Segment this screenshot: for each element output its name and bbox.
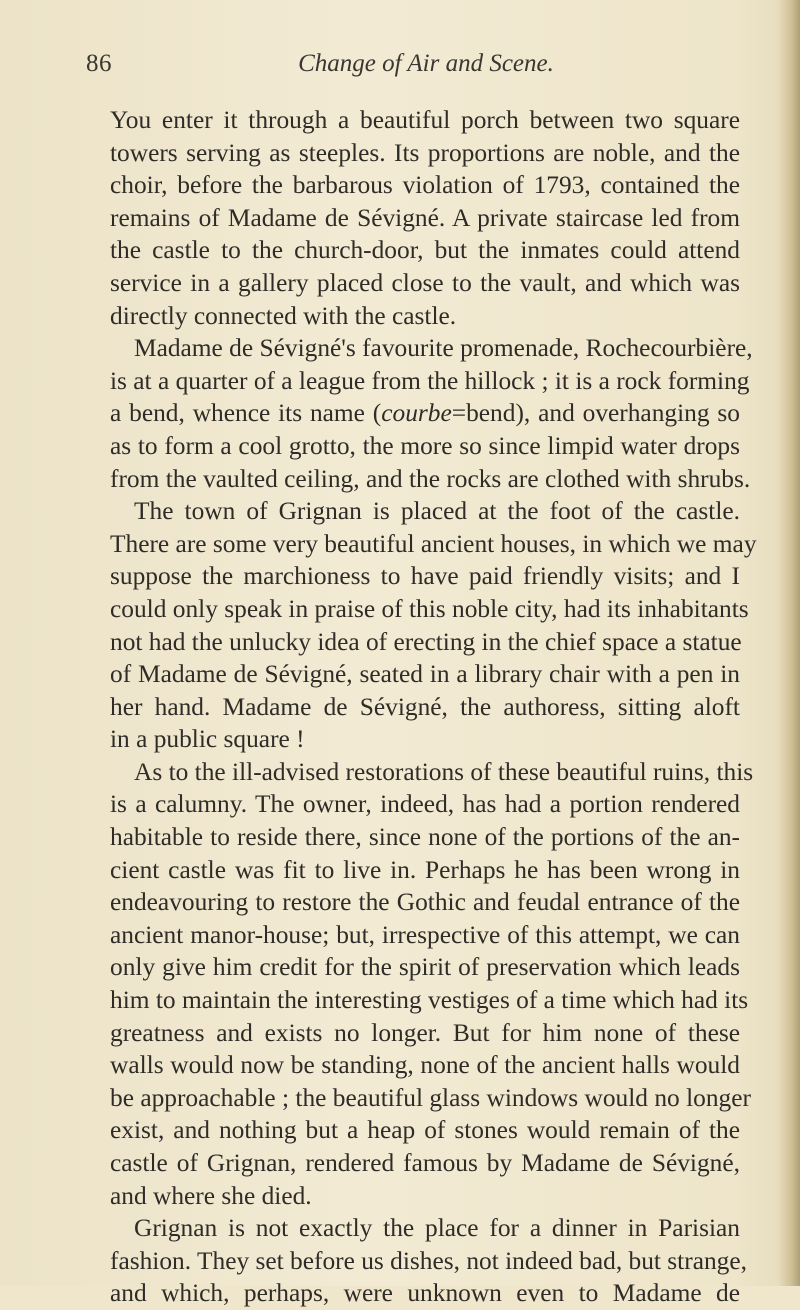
- text-line: endeavouring to restore the Gothic and feudal entrance of the: [110, 888, 740, 917]
- text-line: him to maintain the interesting vestiges of a time which had its: [110, 986, 749, 1015]
- text-line: exist, and nothing but a heap of stones would remain of the: [110, 1116, 740, 1145]
- text-line: a bend, whence its name (courbe=bend), and overhanging so: [110, 399, 740, 428]
- text-line: as to form a cool grotto, the more so since limpid water drops: [110, 431, 740, 460]
- text-line: cient castle was fit to live in. Perhaps he has been wrong in: [110, 855, 740, 884]
- text-line: suppose the marchioness to have paid friendly visits; and I: [110, 562, 740, 591]
- text-line: greatness and exists no longer. But for him none of these: [110, 1018, 740, 1047]
- running-head: Change of Air and Scene.: [298, 50, 554, 77]
- text-line: and which, perhaps, were unknown even to Madame de: [110, 1279, 740, 1308]
- text-line: directly connected with the castle.: [110, 301, 457, 330]
- text-line: from the vaulted ceiling, and the rocks are clothed with shrubs.: [110, 464, 751, 493]
- text-line: There are some very beautiful ancient houses, in which we may: [110, 529, 757, 558]
- page-edge-shadow: [778, 0, 800, 1286]
- text-line: of Madame de Sévigné, seated in a library chair with a pen in: [110, 660, 740, 689]
- text-line: service in a gallery placed close to the vault, and which was: [110, 268, 740, 297]
- text-line: remains of Madame de Sévigné. A private staircase led from: [110, 203, 740, 232]
- body-text: [110, 104, 757, 1310]
- text-line: the castle to the church-door, but the inmates could attend: [110, 236, 740, 265]
- text-line: only give him credit for the spirit of preservation which leads: [110, 953, 740, 982]
- text-line: in a public square !: [110, 725, 305, 754]
- page-number: 86: [86, 50, 112, 77]
- text-line: castle of Grignan, rendered famous by Madame de Sévigné,: [110, 1149, 740, 1177]
- text-line: Madame de Sévigné's favourite promenade, Rochecourbière,: [134, 334, 753, 363]
- page-header: [86, 50, 766, 90]
- text-line: You enter it through a beautiful porch between two square: [110, 106, 740, 134]
- text-line: her hand. Madame de Sévigné, the authoress, sitting aloft: [110, 692, 740, 721]
- text-line: As to the ill-advised restorations of these beautiful ruins, this: [134, 757, 754, 786]
- text-line: walls would now be standing, none of the ancient halls would: [110, 1051, 740, 1080]
- text-line: ancient manor-house; but, irrespective of this attempt, we can: [110, 920, 740, 949]
- text-line: Grignan is not exactly the place for a dinner in Parisian: [134, 1214, 740, 1243]
- text-line: is at a quarter of a league from the hillock ; it is a rock forming: [110, 366, 750, 395]
- italic-word: courbe: [381, 399, 452, 428]
- text-line: The town of Grignan is placed at the foot of the castle.: [134, 497, 740, 526]
- text-line: be approachable ; the beautiful glass windows would no longer: [110, 1083, 751, 1112]
- text-line: could only speak in praise of this noble city, had its inhabitants: [110, 594, 749, 623]
- text-line: towers serving as steeples. Its proportions are noble, and the: [110, 138, 740, 167]
- text-line: habitable to reside there, since none of the portions of the an-: [110, 823, 740, 852]
- text-line: and where she died.: [110, 1181, 312, 1210]
- text-line: not had the unlucky idea of erecting in the chief space a statue: [110, 627, 742, 656]
- text-line: choir, before the barbarous violation of 1793, contained the: [110, 171, 740, 200]
- text-line: fashion. They set before us dishes, not indeed bad, but strange,: [110, 1246, 747, 1275]
- text-line: is a calumny. The owner, indeed, has had a portion rendered: [110, 790, 740, 819]
